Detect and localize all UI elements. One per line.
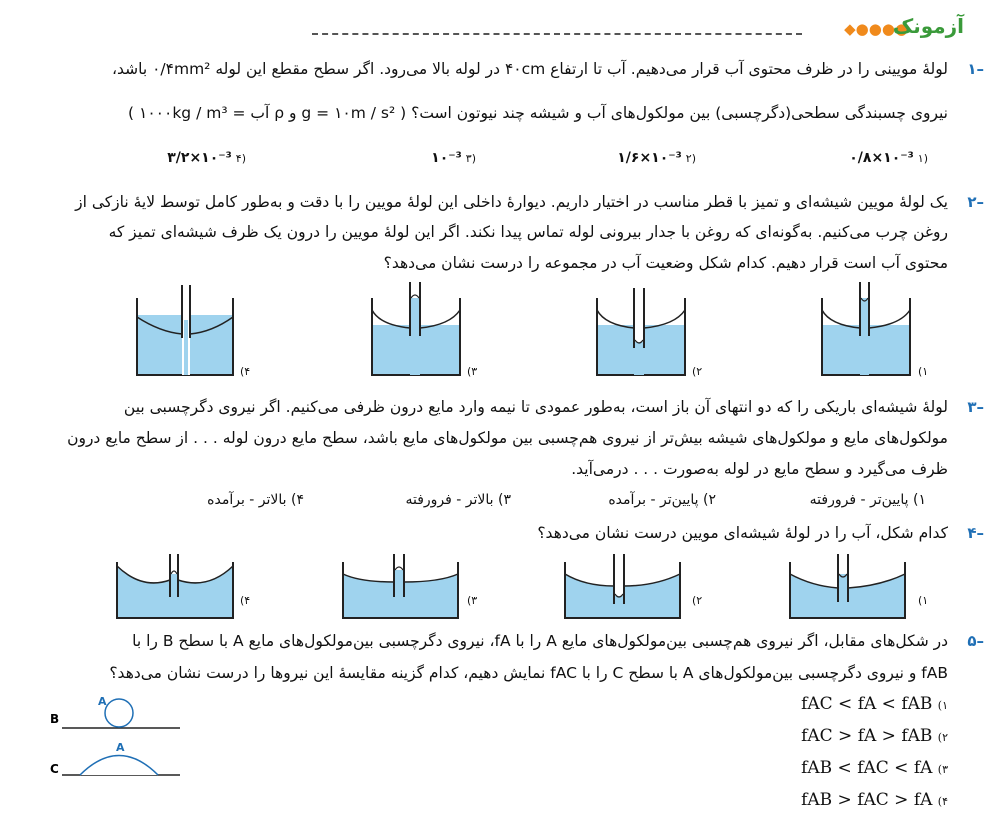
q4-figures bbox=[0, 552, 996, 624]
q5-option-3[interactable]: fAB < fAC < fA (۳ bbox=[801, 758, 948, 778]
q4-fig-2 bbox=[565, 554, 680, 618]
q3-option-4[interactable]: ۴) بالاتر - برآمده bbox=[207, 492, 304, 508]
q3-line1: لولهٔ شیشه‌ای باریکی را که دو انتهای آن باز است، به‌طور عمودی تا نیمه وارد مایع درون ظرفی می‌کنیم. اگر نیروی دگرچسبی بین bbox=[123, 398, 948, 416]
q4-label-4[interactable]: (۴ bbox=[240, 594, 251, 607]
q4-fig-1 bbox=[790, 554, 905, 618]
q2-fig-4 bbox=[137, 285, 233, 375]
q4-label-1[interactable]: (۱ bbox=[918, 594, 929, 607]
q4-fig-4 bbox=[117, 554, 233, 618]
q4-fig-3 bbox=[343, 554, 458, 618]
q2-line1: یک لولهٔ مویین شیشه‌ای و تمیز با قطر مناسب در اختیار داریم. دیوارهٔ داخلی این لولهٔ مویین را با دقت و به‌طور کامل توسط لایهٔ نازکی از bbox=[75, 193, 948, 211]
q1-number: ۱– bbox=[967, 60, 984, 78]
svg-text:A: A bbox=[116, 741, 125, 754]
q2-label-2[interactable]: (۲ bbox=[692, 365, 703, 378]
q3-number: ۳– bbox=[967, 398, 984, 416]
q1-line2: نیروی چسبندگی سطحی(دگرچسبی) بین مولکول‌های آب و شیشه چند نیوتون است؟ ( g = ۱۰m / s² و ρ آب = ۱۰۰۰kg / m³ ) bbox=[128, 104, 948, 122]
q1-line1: لولهٔ مویینی را در ظرف محتوی آب قرار می‌دهیم. آب تا ارتفاع ۴۰cm در لوله بالا می‌رود. اگر سطح مقطع این لوله ۰/۴mm² باشد، bbox=[112, 60, 948, 78]
q2-label-3[interactable]: (۳ bbox=[467, 365, 478, 378]
q5-line2: fAB و نیروی دگرچسبی بین‌مولکول‌های A با سطح C را با fAC نمایش دهیم، کدام گزینه مقایسهٔ این نیروها را درست نشان می‌دهد؟ bbox=[109, 664, 948, 682]
q3-option-1[interactable]: ۱) پایین‌تر - فرورفته bbox=[809, 492, 926, 508]
header-dots: ◆●●●● bbox=[844, 20, 908, 38]
q5-number: ۵– bbox=[967, 632, 984, 650]
header-rule bbox=[312, 33, 802, 35]
q4-line1: کدام شکل، آب را در لولهٔ شیشه‌ای مویین درست نشان می‌دهد؟ bbox=[537, 524, 948, 542]
svg-text:A: A bbox=[98, 695, 107, 708]
q3-line3: ظرف می‌گیرد و سطح مایع در لوله به‌صورت . . . درمی‌آید. bbox=[571, 460, 948, 478]
q1-option-4[interactable]: (۴۳/۲×۱۰⁻³ bbox=[167, 150, 246, 166]
q5-option-4[interactable]: fAB > fAC > fA (۴ bbox=[801, 790, 948, 810]
q3-option-3[interactable]: ۳) بالاتر - فرورفته bbox=[405, 492, 511, 508]
q2-label-1[interactable]: (۱ bbox=[918, 365, 929, 378]
q1-option-2[interactable]: (۲۱/۶×۱۰⁻³ bbox=[617, 150, 696, 166]
q4-label-3[interactable]: (۳ bbox=[467, 594, 478, 607]
q2-label-4[interactable]: (۴ bbox=[240, 365, 251, 378]
q2-fig-2 bbox=[597, 288, 685, 375]
q1-option-3[interactable]: (۳۱۰⁻³ bbox=[431, 150, 476, 166]
q2-fig-1 bbox=[822, 282, 910, 375]
q2-figures bbox=[0, 280, 996, 390]
svg-text:C: C bbox=[50, 762, 59, 776]
header-title: آزمونک bbox=[892, 14, 964, 38]
q3-line2: مولکول‌های مایع و مولکول‌های شیشه بیش‌تر از نیروی هم‌چسبی بین مولکول‌های مایع باشد، سطح مایع درون لوله . . . از سطح مایع درون bbox=[67, 429, 948, 447]
q2-line3: محتوی آب است قرار دهیم. کدام شکل وضعیت آب در مجموعه را درست نشان می‌دهد؟ bbox=[383, 254, 948, 272]
q4-number: ۴– bbox=[967, 524, 984, 542]
q5-option-2[interactable]: fAC > fA > fAB (۲ bbox=[801, 726, 948, 746]
q3-option-2[interactable]: ۲) پایین‌تر - برآمده bbox=[608, 492, 716, 508]
q5-option-1[interactable]: fAC < fA < fAB (۱ bbox=[801, 694, 948, 714]
q1-option-1[interactable]: (۱۰/۸×۱۰⁻³ bbox=[849, 150, 928, 166]
q5-line1: در شکل‌های مقابل، اگر نیروی هم‌چسبی بین‌مولکول‌های مایع A را با fA، نیروی دگرچسبی بین‌مولکول‌های مایع A با سطح B را با bbox=[132, 632, 948, 650]
q5-figure bbox=[40, 688, 190, 788]
q2-number: ۲– bbox=[967, 193, 984, 211]
q2-fig-3 bbox=[372, 282, 460, 375]
q4-label-2[interactable]: (۲ bbox=[692, 594, 703, 607]
svg-text:B: B bbox=[50, 712, 60, 726]
q2-line2: روغن چرب می‌کنیم. به‌گونه‌ای که روغن با جدار بیرونی لوله تماس پیدا نکند. اگر این لولهٔ مویین را درون یک ظرف شیشه‌ای تمیز که bbox=[108, 223, 948, 241]
